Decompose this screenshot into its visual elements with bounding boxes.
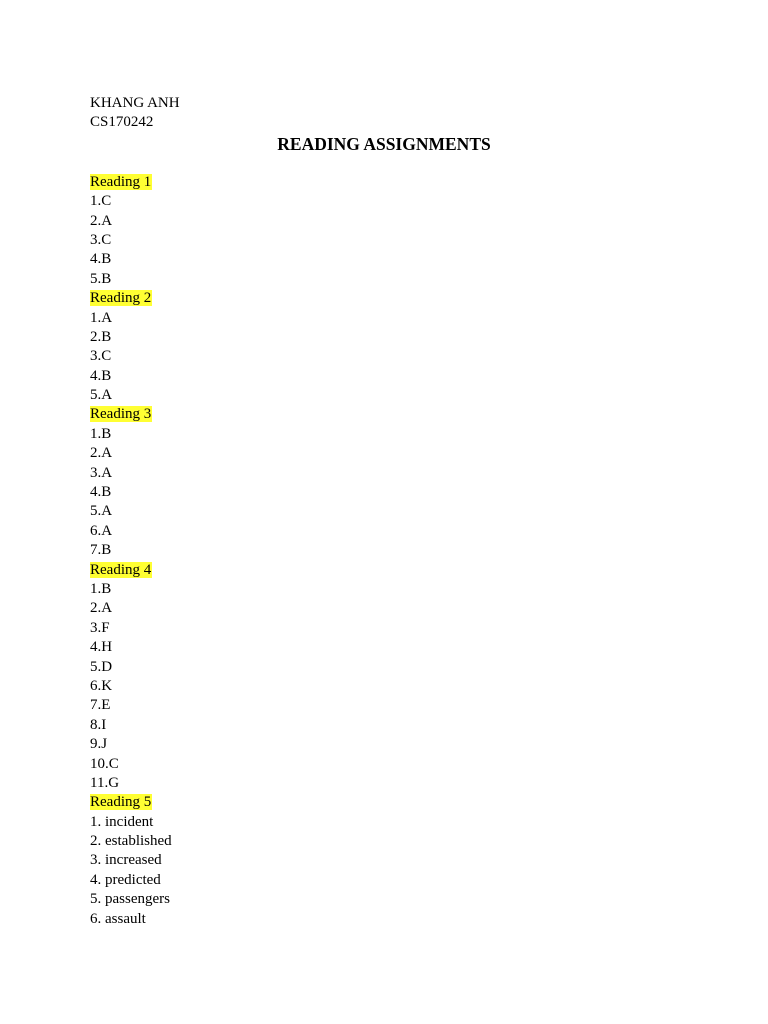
answer-item: 1.C xyxy=(90,193,112,210)
answer-item: 9.J xyxy=(90,736,108,753)
answer-item: 1.B xyxy=(90,580,112,597)
section-heading: Reading 4 xyxy=(90,561,152,578)
answer-item: 7.E xyxy=(90,697,111,714)
answer-item: 2. established xyxy=(90,833,172,850)
section-heading: Reading 2 xyxy=(90,290,152,307)
answer-item: 4. predicted xyxy=(90,871,161,888)
answer-item: 5. passengers xyxy=(90,891,170,908)
answer-item: 1.A xyxy=(90,309,113,326)
answer-item: 8.I xyxy=(90,716,107,733)
answer-item: 10.C xyxy=(90,755,119,772)
answer-item: 4.B xyxy=(90,367,112,384)
answer-item: 3.F xyxy=(90,619,110,636)
answer-item: 1. incident xyxy=(90,813,154,830)
student-id: CS170242 xyxy=(90,114,154,131)
document-body xyxy=(90,94,690,929)
title-spacer xyxy=(90,133,690,173)
answer-item: 3.C xyxy=(90,231,112,248)
answer-item: 4.H xyxy=(90,639,113,656)
answer-item: 5.D xyxy=(90,658,113,675)
answer-item: 6.K xyxy=(90,677,113,694)
section-reading-5 xyxy=(90,793,690,929)
answer-item: 4.B xyxy=(90,251,112,268)
document-title: READING ASSIGNMENTS xyxy=(277,134,491,154)
answer-item: 7.B xyxy=(90,542,112,559)
section-heading: Reading 3 xyxy=(90,406,152,423)
answer-item: 2.A xyxy=(90,445,113,462)
answer-item: 2.A xyxy=(90,600,113,617)
answer-item: 5.A xyxy=(90,503,113,520)
section-reading-1 xyxy=(90,173,690,289)
answer-item: 6.A xyxy=(90,522,113,539)
section-reading-3 xyxy=(90,405,690,560)
answer-item: 3. increased xyxy=(90,852,162,869)
answer-item: 1.B xyxy=(90,425,112,442)
section-heading: Reading 1 xyxy=(90,173,152,190)
answer-item: 5.A xyxy=(90,387,113,404)
answer-item: 4.B xyxy=(90,484,112,501)
answer-item: 2.B xyxy=(90,328,112,345)
section-heading: Reading 5 xyxy=(90,794,152,811)
answer-item: 6. assault xyxy=(90,910,146,927)
student-name: KHANG ANH xyxy=(90,95,180,111)
answer-item: 5.B xyxy=(90,270,112,287)
section-reading-2 xyxy=(90,289,690,405)
answer-item: 3.C xyxy=(90,348,112,365)
answer-item: 11.G xyxy=(90,774,120,791)
answer-item: 3.A xyxy=(90,464,113,481)
section-reading-4 xyxy=(90,561,690,794)
answer-item: 2.A xyxy=(90,212,113,229)
